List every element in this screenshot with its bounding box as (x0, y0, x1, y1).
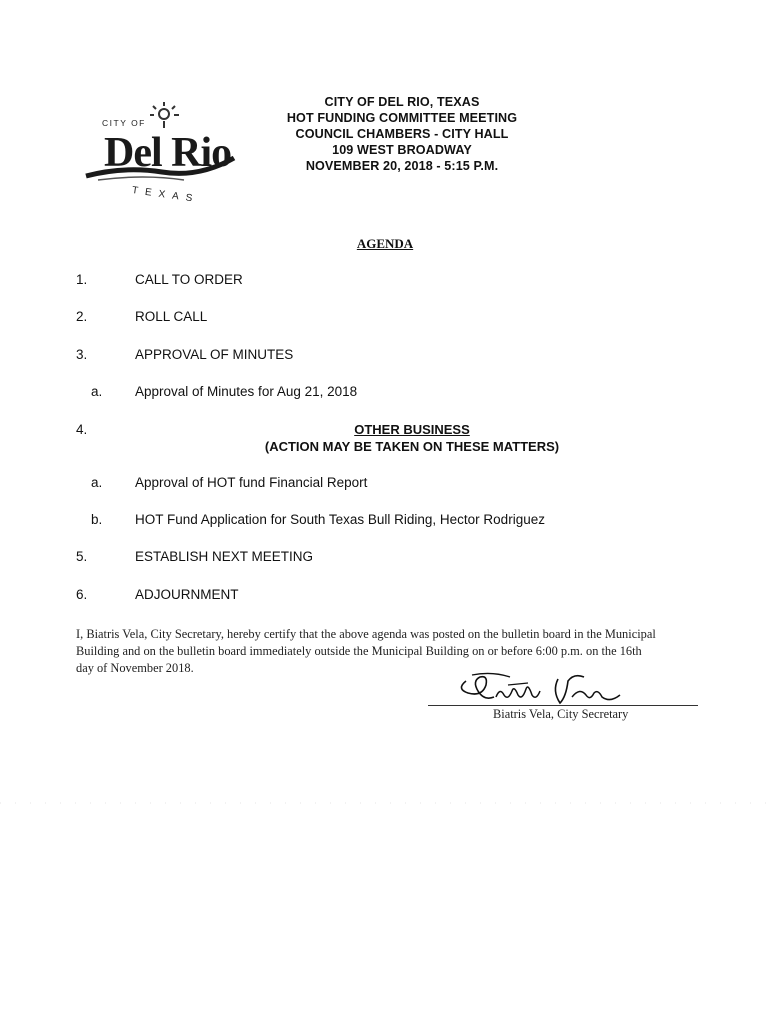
item-number: 1. (76, 272, 88, 287)
item-number: 3. (76, 347, 88, 362)
subitem-letter: b. (91, 512, 103, 527)
item-adjournment: ADJOURNMENT (135, 587, 239, 602)
item-number: 4. (76, 422, 88, 437)
logo-city-of-text: CITY OF (102, 118, 146, 128)
signer-name: Biatris Vela, City Secretary (493, 707, 629, 721)
item-number: 6. (76, 587, 88, 602)
sun-icon (150, 102, 179, 128)
item-roll-call: ROLL CALL (135, 309, 208, 324)
header-location: COUNCIL CHAMBERS - CITY HALL (295, 127, 509, 141)
header-date: NOVEMBER 20, 2018 - 5:15 P.M. (305, 159, 499, 173)
other-business-title: OTHER BUSINESS (354, 422, 470, 437)
scan-artifact-line (0, 802, 770, 804)
meeting-header (262, 94, 542, 174)
agenda-title: AGENDA (356, 236, 414, 251)
header-committee: HOT FUNDING COMMITTEE MEETING (286, 111, 518, 125)
subitem-hot-fund-application: HOT Fund Application for South Texas Bull Riding, Hector Rodriguez (135, 512, 545, 527)
del-rio-city-logo (84, 88, 254, 218)
item-number: 5. (76, 549, 88, 564)
header-city: CITY OF DEL RIO, TEXAS (324, 95, 480, 109)
subitem-minutes-aug: Approval of Minutes for Aug 21, 2018 (135, 384, 358, 399)
subitem-letter: a. (91, 475, 103, 490)
cert-line: day of November 2018. (76, 661, 194, 675)
cert-line: Building and on the bulletin board immediately outside the Municipal Building on or before 6:00 p.m. on the 16th (76, 644, 642, 658)
other-business-subtitle: (ACTION MAY BE TAKEN ON THESE MATTERS) (264, 439, 560, 454)
cert-line: I, Biatris Vela, City Secretary, hereby certify that the above agenda was posted on the bulletin board in the Municipal (76, 627, 656, 641)
logo-state-text: TEXAS (131, 184, 200, 206)
logo-name-text: Del Rio (104, 130, 232, 176)
item-call-to-order: CALL TO ORDER (135, 272, 243, 287)
item-number: 2. (76, 309, 88, 324)
subitem-financial-report: Approval of HOT fund Financial Report (135, 475, 368, 490)
other-business-heading (262, 421, 562, 455)
item-establish-next-meeting: ESTABLISH NEXT MEETING (135, 549, 314, 564)
item-approval-of-minutes: APPROVAL OF MINUTES (135, 347, 294, 362)
header-address: 109 WEST BROADWAY (332, 143, 472, 157)
signature-line (428, 705, 698, 706)
subitem-letter: a. (91, 384, 103, 399)
